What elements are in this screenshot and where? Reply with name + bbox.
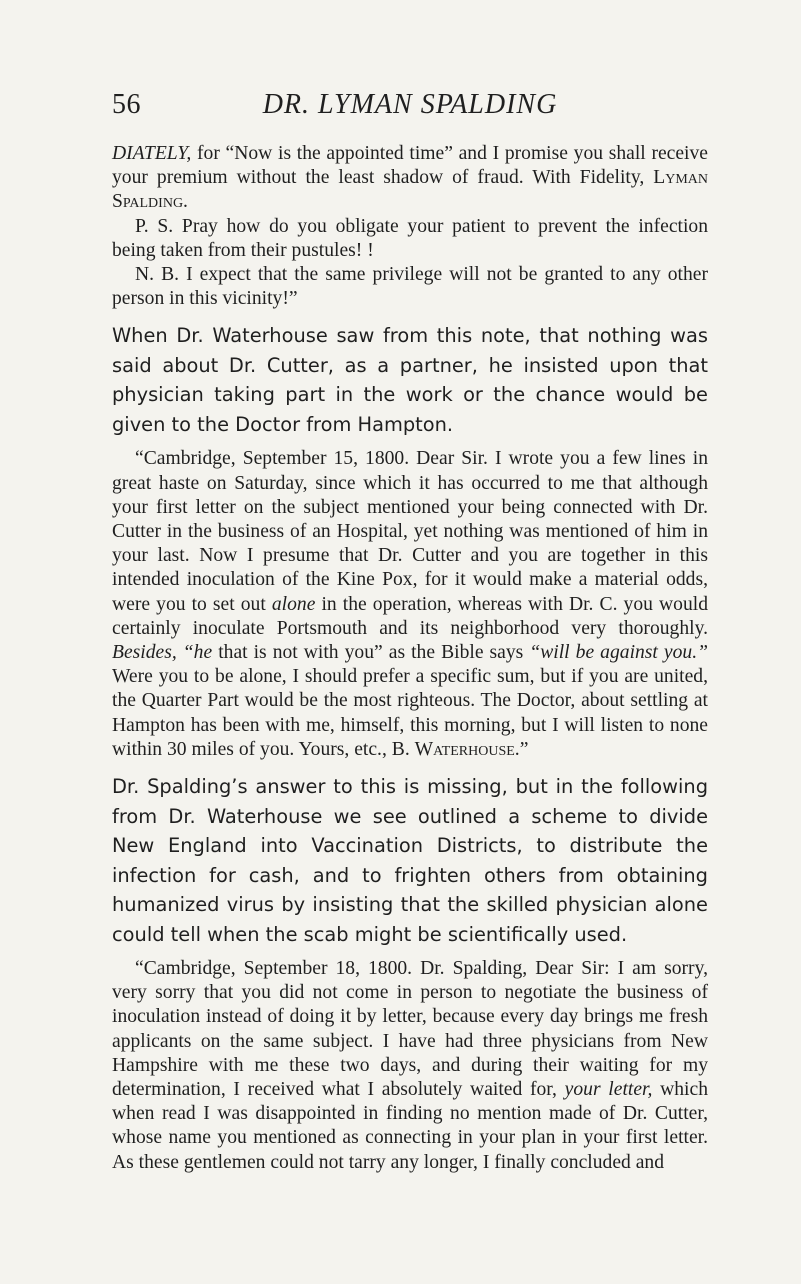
italic-lead-word: DIATELY, xyxy=(112,143,192,164)
letter-text: “Cambridge, September 18, 1800. Dr. Spalding, Dear Sir: I am sorry, very sorry that you did not come in person to negotiate the business of inoculation instead of doing it by letter, because every day brings me fresh applicants on the same subject. I have had three physicians from New Hampshire with me these two days, and during their waiting for my determination, I received what I absolutely waited for, xyxy=(112,958,708,1101)
letter-text: Were you to be alone, I should prefer a specific sum, but if you are united, the Quarter Part would be the most righteous. The Doctor, about settling at Hampton has been with me, himself, this morning, but I will listen to none within 30 miles of you. Yours, etc., B. xyxy=(112,666,708,760)
running-head xyxy=(112,88,708,128)
closing-quote: ” xyxy=(519,738,529,760)
letter-continuation-paragraph xyxy=(112,142,708,215)
italic-phrase: your letter, xyxy=(564,1079,653,1101)
italic-phrase: “will be against you.” xyxy=(529,642,708,664)
italic-phrase: Besides, “he xyxy=(112,642,213,664)
postscript-paragraph: P. S. Pray how do you obligate your patient to prevent the infection being taken from their pustules! ! xyxy=(112,215,708,261)
letter-sept-15-paragraph xyxy=(112,447,708,762)
page-number: 56 xyxy=(112,89,141,120)
narrative-paragraph: Dr. Spalding’s answer to this is missing, but in the following from Dr. Waterhouse we see outlined a scheme to divide New England into Vaccination Districts, to distribute the infection for cash, and to frighten others from obtaining humanized virus by insisting that the skilled physician alone could tell when the scab might be scientifically used. xyxy=(112,775,708,946)
letter-text: for “Now is the appointed time” and I promise you shall receive your premium without the least shadow of fraud. With Fidelity, xyxy=(112,143,708,189)
letter-text: that is not with you” as the Bible says xyxy=(212,642,530,664)
italic-phrase: alone xyxy=(271,593,316,615)
letter-text: “Cambridge, September 15, 1800. Dear Sir. I wrote you a few lines in great haste on Saturday, since which it has occurred to me that although your first letter on the subject mentioned your being connected with Dr. Cutter in the business of an Hospital, yet nothing was mentioned of him in your last. Now I presume that Dr. Cutter and you are together in this intended inoculation of the Kine Pox, for it would make a material odds, were you to set out xyxy=(112,448,708,615)
nota-bene-paragraph: N. B. I expect that the same privilege will not be granted to any other person in this vicinity!” xyxy=(112,264,708,310)
signature-waterhouse: Waterhouse. xyxy=(414,738,520,760)
narrative-paragraph: When Dr. Waterhouse saw from this note, that nothing was said about Dr. Cutter, as a partner, he insisted upon that physician taking part in the work or the chance would be given to the Doctor from Hampton. xyxy=(112,324,708,436)
letter-text: which when read I was disappointed in finding no mention made of Dr. Cutter, whose name you mentioned as connecting in your plan in your first letter. As these gentlemen could not tarry any longer, I finally concluded and xyxy=(112,1079,708,1173)
letter-text: in the operation, whereas with Dr. C. you would certainly inoculate Portsmouth and its neighborhood very thoroughly. xyxy=(112,593,708,639)
running-title: DR. LYMAN SPALDING xyxy=(262,89,558,120)
book-page xyxy=(112,88,708,1175)
signature-spalding: Lyman Spalding. xyxy=(112,167,708,213)
letter-sept-18-paragraph xyxy=(112,957,708,1175)
